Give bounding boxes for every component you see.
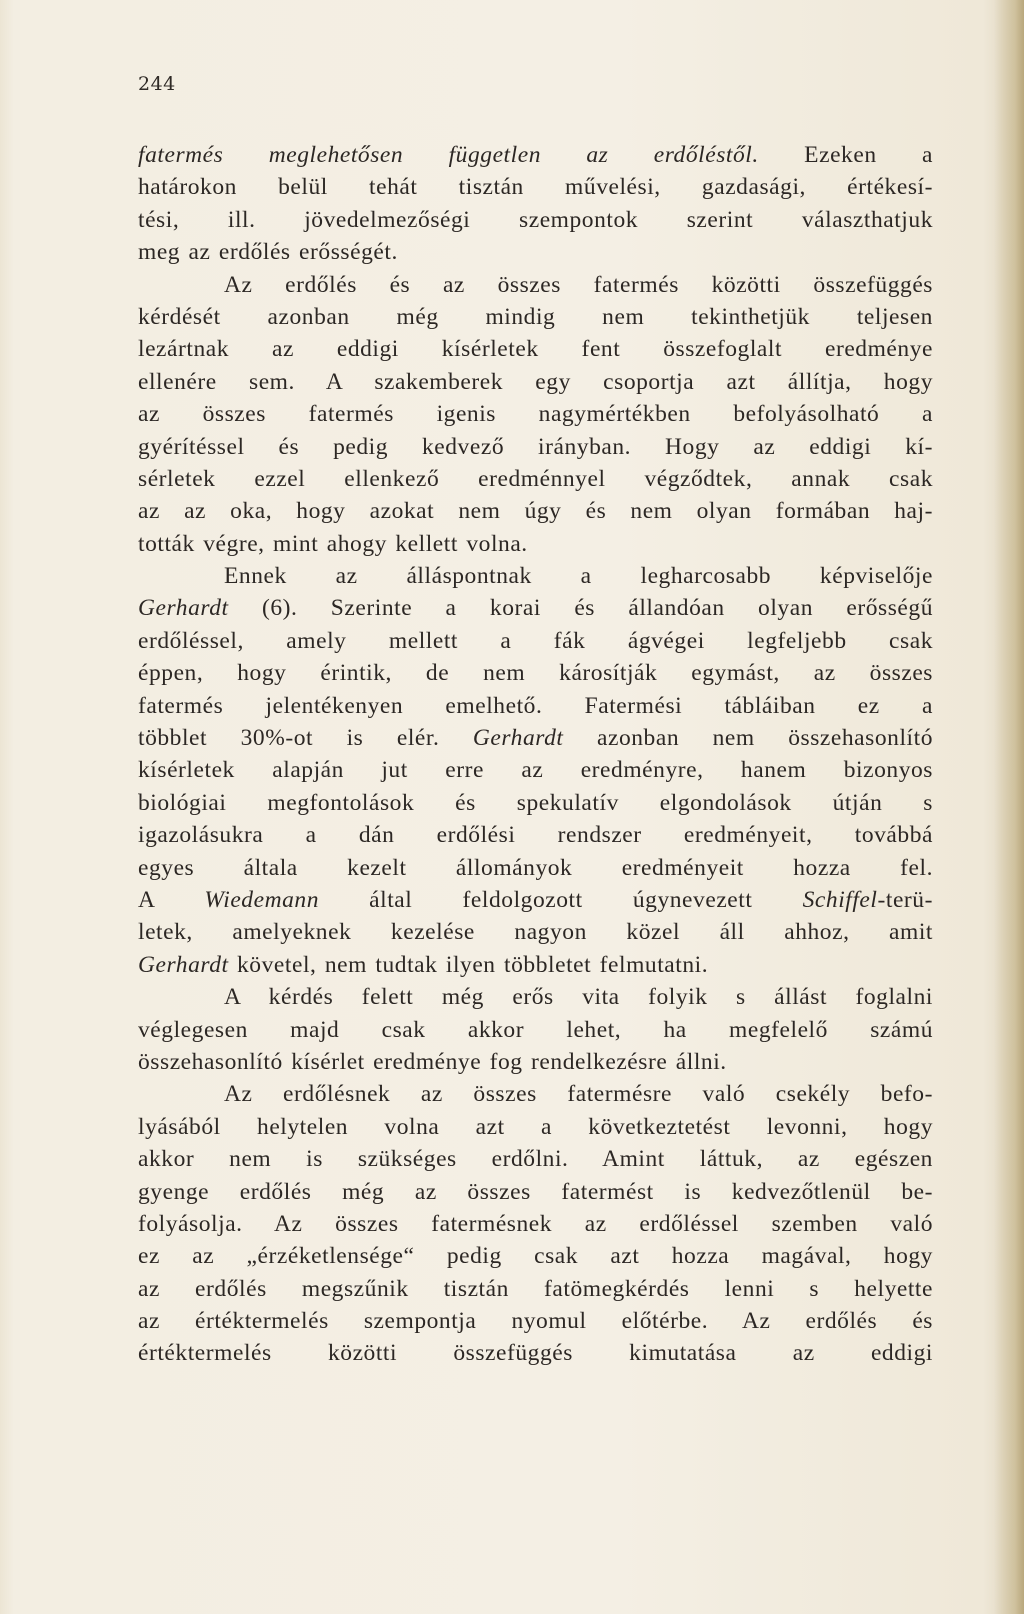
text-run: biológiai megfontolások és spekulatív elgondolások útján s [138, 789, 933, 816]
paragraph-start-line [138, 1078, 933, 1110]
text-run: az értéktermelés szempontja nyomul előtérbe. Az erdőlés és [138, 1308, 933, 1335]
text-run: lezártnak az eddigi kísérletek fent összefoglalt eredménye [138, 336, 933, 363]
text-run: meg az erdőlés erősségét. [138, 239, 398, 266]
text-line [138, 1143, 933, 1175]
text-line [138, 528, 933, 560]
text-run: határokon belül tehát tisztán művelési, gazdasági, értékesí- [138, 174, 933, 201]
text-line [138, 204, 933, 236]
text-line [138, 1240, 933, 1272]
text-line [138, 495, 933, 527]
text-line [138, 1337, 933, 1369]
text-run: Ennek az álláspontnak a legharcosabb képviselője [224, 563, 933, 590]
text-line [138, 787, 933, 819]
text-run: ellenére sem. A szakemberek egy csoportja azt állítja, hogy [138, 368, 933, 395]
italic-text-run: Schiffel [802, 886, 878, 913]
text-line [138, 1305, 933, 1337]
text-line [138, 1111, 933, 1143]
text-line [138, 754, 933, 786]
text-line [138, 171, 933, 203]
text-run: Az erdőlés és az összes fatermés közötti összefüggés [224, 271, 933, 298]
text-run: egyes általa kezelt állományok eredményeit hozza fel. [138, 854, 933, 881]
text-line [138, 333, 933, 365]
text-run: letek, amelyeknek kezelése nagyon közel áll ahhoz, amit [138, 919, 933, 946]
text-run: lyásából helytelen volna azt a következtetést levonni, hogy [138, 1113, 933, 1140]
text-line [138, 916, 933, 948]
text-line [138, 657, 933, 689]
text-run: azonban nem összehasonlító [563, 725, 933, 752]
text-run: az erdőlés megszűnik tisztán fatömegkérdés lenni s helyette [138, 1275, 933, 1302]
text-run: folyásolja. Az összes fatermésnek az erdőléssel szemben való [138, 1210, 933, 1237]
text-run: tési, ill. jövedelmezőségi szempontok szerint választhatjuk [138, 206, 933, 233]
page-number: 244 [138, 73, 176, 95]
text-line [138, 1208, 933, 1240]
text-line [138, 236, 933, 268]
text-line [138, 139, 933, 171]
text-run: sérletek ezzel ellenkező eredménnyel végződtek, annak csak [138, 465, 933, 492]
text-run: tották végre, mint ahogy kellett volna. [138, 530, 528, 557]
italic-text-run: Gerhardt [472, 725, 564, 752]
text-line [138, 398, 933, 430]
text-line [138, 949, 933, 981]
text-line [138, 431, 933, 463]
text-line [138, 592, 933, 624]
text-line [138, 819, 933, 851]
italic-text-run: fatermés meglehetősen független az erdőléstől. [138, 142, 759, 168]
page-edge-shadow [994, 0, 1024, 1614]
paragraph-start-line [138, 269, 933, 301]
text-run: összehasonlító kísérlet eredménye fog rendelkezésre állni. [138, 1048, 727, 1075]
text-run: ez az „érzéketlensége“ pedig csak azt hozza magával, hogy [138, 1243, 933, 1270]
text-run: Az erdőlésnek az összes fatermésre való csekély befo- [224, 1081, 933, 1108]
text-line [138, 852, 933, 884]
text-run: fatermés jelentékenyen emelhető. Fatermési tábláiban ez a [138, 692, 933, 719]
text-line [138, 690, 933, 722]
text-run: kérdését azonban még mindig nem tekinthetjük teljesen [138, 303, 933, 330]
text-line [138, 1176, 933, 1208]
text-run: gyérítéssel és pedig kedvező irányban. Hogy az eddigi kí- [138, 433, 933, 460]
text-line [138, 625, 933, 657]
text-run: (6). Szerinte a korai és állandóan olyan erősségű [228, 595, 933, 622]
text-line [138, 301, 933, 333]
text-run: erdőléssel, amely mellett a fák ágvégei legfeljebb csak [138, 627, 933, 654]
text-line [138, 463, 933, 495]
text-run: követel, nem tudtak ilyen többletet felmutatni. [228, 951, 709, 978]
text-run: által feldolgozott úgynevezett [319, 886, 803, 913]
text-line [138, 1046, 933, 1078]
text-line [138, 884, 933, 916]
paragraph-start-line [138, 981, 933, 1013]
text-run: akkor nem is szükséges erdőlni. Amint láttuk, az egészen [138, 1146, 933, 1173]
italic-text-run: Gerhardt [138, 951, 229, 978]
text-run: A kérdés felett még erős vita folyik s állást foglalni [224, 984, 933, 1011]
text-run: éppen, hogy érintik, de nem károsítják egymást, az összes [138, 660, 933, 687]
text-run: véglegesen majd csak akkor lehet, ha megfelelő számú [138, 1016, 933, 1043]
text-run: Ezeken a [758, 142, 933, 168]
text-line [138, 722, 933, 754]
text-line [138, 366, 933, 398]
text-run: gyenge erdőlés még az összes fatermést is kedvezőtlenül be- [138, 1178, 933, 1205]
text-run: többlet 30%-ot is elér. [138, 725, 473, 752]
text-run: A [138, 886, 205, 913]
text-run: értéktermelés közötti összefüggés kimutatása az eddigi [138, 1340, 933, 1367]
text-run: -terü- [877, 886, 933, 913]
italic-text-run: Wiedemann [204, 886, 319, 913]
text-run: az az oka, hogy azokat nem úgy és nem olyan formában haj- [138, 498, 933, 525]
text-run: az összes fatermés igenis nagymértékben befolyásolható a [138, 401, 933, 428]
italic-text-run: Gerhardt [138, 595, 229, 622]
text-line [138, 1273, 933, 1305]
text-line [138, 1014, 933, 1046]
paragraph-start-line [138, 560, 933, 592]
text-run: kísérletek alapján jut erre az eredményre, hanem bizonyos [138, 757, 933, 784]
body-text [138, 139, 933, 1370]
text-run: igazolásukra a dán erdőlési rendszer eredményeit, továbbá [138, 822, 933, 849]
